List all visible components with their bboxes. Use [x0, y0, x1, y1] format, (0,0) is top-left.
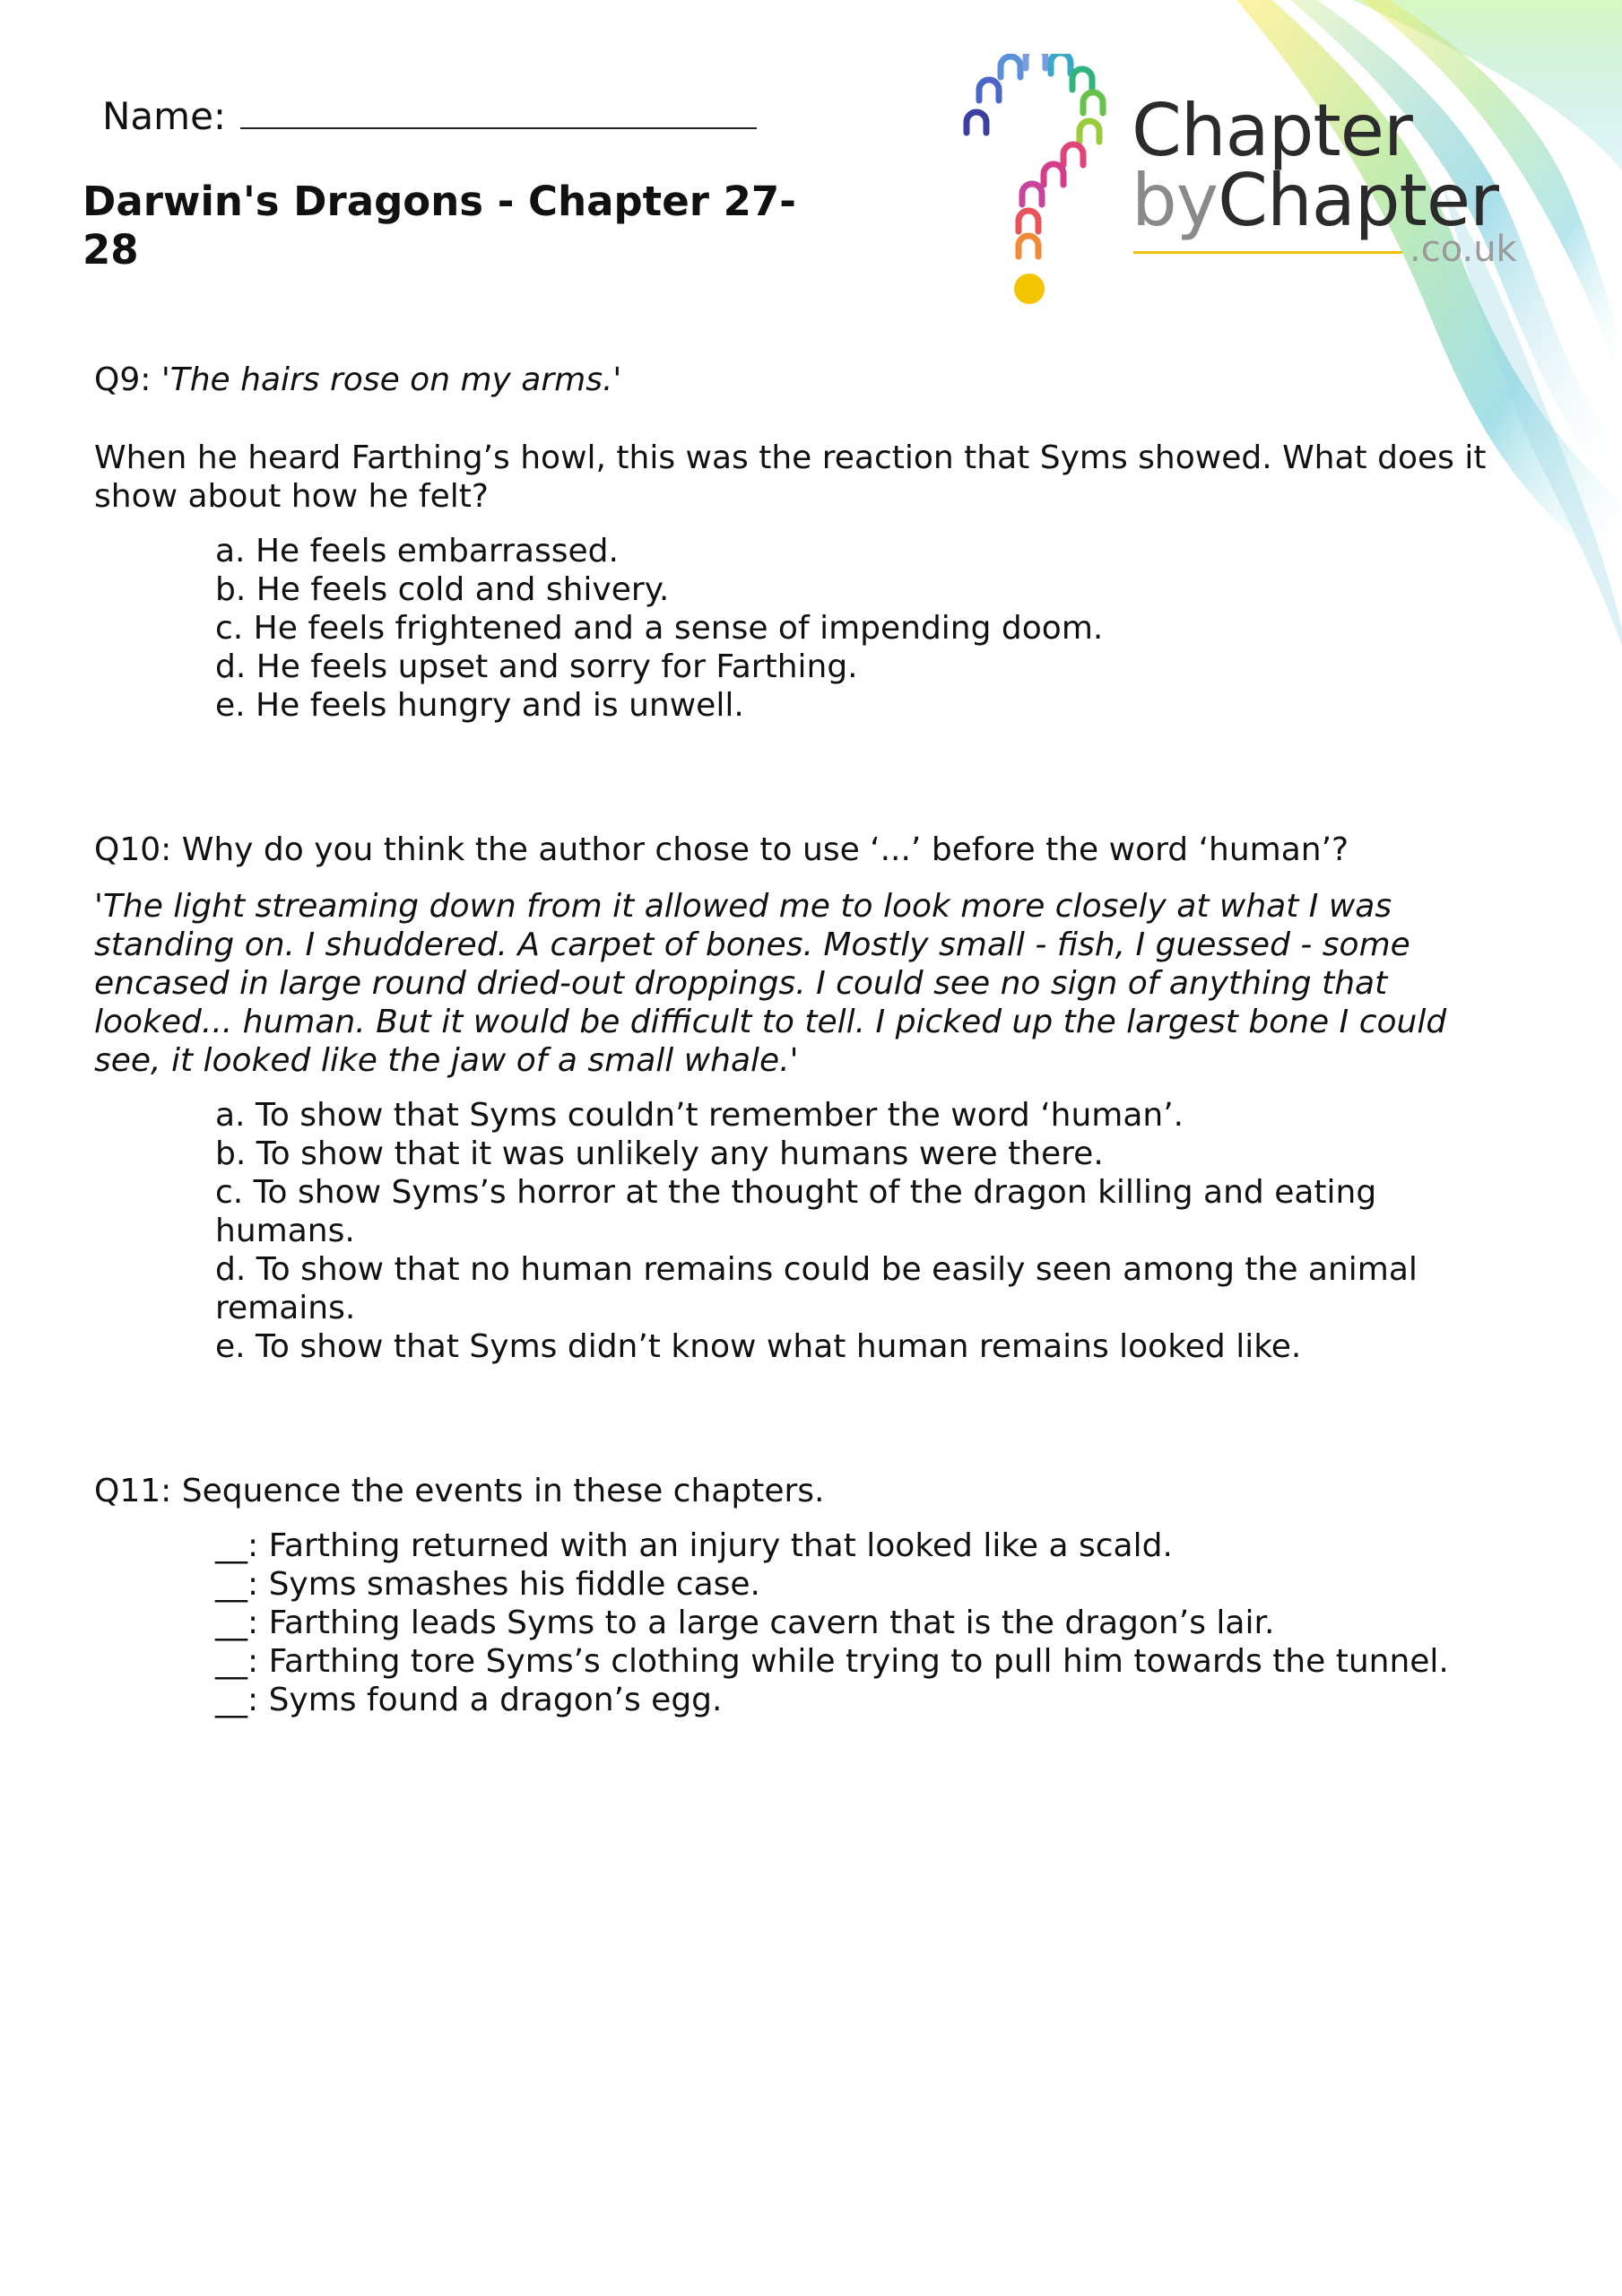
logo-domain-suffix: .co.uk: [1409, 229, 1517, 270]
q10-option-b[interactable]: b. To show that it was unlikely any humans were there.: [215, 1135, 1104, 1172]
q9-option-d[interactable]: d. He feels upset and sorry for Farthing.: [215, 648, 858, 685]
q11-prompt: Q11: Sequence the events in these chapters.: [94, 1473, 825, 1509]
name-label: Name:: [102, 94, 227, 138]
logo-word-by: by: [1132, 159, 1219, 242]
q11-events: [94, 1526, 1506, 1719]
worksheet-title: Darwin's Dragons - Chapter 27-28: [82, 178, 796, 274]
question-q11: [94, 1472, 1529, 1719]
q10-prompt: Q10: Why do you think the author chose to use ‘...’ before the word ‘human’?: [94, 831, 1349, 868]
q10-option-a[interactable]: a. To show that Syms couldn’t remember the word ‘human’.: [215, 1097, 1184, 1134]
chapter-by-chapter-logo: [1132, 90, 1544, 278]
name-field-row: [102, 91, 757, 142]
worksheet-content: [94, 361, 1529, 1719]
q11-event-3[interactable]: __: Farthing leads Syms to a large cavern that is the dragon’s lair.: [215, 1605, 1275, 1641]
q9-option-a[interactable]: a. He feels embarrassed.: [215, 533, 619, 570]
q9-quote: 'The hairs rose on my arms.': [160, 361, 622, 398]
name-blank-line[interactable]: [240, 91, 757, 129]
q10-options: [94, 1096, 1506, 1366]
q10-option-e[interactable]: e. To show that Syms didn’t know what human remains looked like.: [215, 1328, 1302, 1365]
q10-option-c[interactable]: c. To show Syms’s horror at the thought of the dragon killing and eating humans.: [215, 1174, 1377, 1249]
logo-word-chapter-2: Chapter: [1218, 159, 1498, 242]
q9-prompt: When he heard Farthing’s howl, this was the reaction that Syms showed. What does it show about how he felt?: [94, 439, 1487, 515]
q11-event-1[interactable]: __: Farthing returned with an injury that looked like a scald.: [215, 1527, 1173, 1564]
logo-word-bychapter: [1132, 159, 1498, 242]
q11-event-4[interactable]: __: Farthing tore Syms’s clothing while trying to pull him towards the tunnel.: [215, 1643, 1449, 1680]
q10-option-d[interactable]: d. To show that no human remains could be easily seen among the animal remains.: [215, 1251, 1418, 1326]
q9-option-c[interactable]: c. He feels frightened and a sense of impending doom.: [215, 610, 1104, 647]
q9-option-b[interactable]: b. He feels cold and shivery.: [215, 571, 670, 608]
q11-event-5[interactable]: __: Syms found a dragon’s egg.: [215, 1682, 723, 1718]
q9-options: [94, 532, 1506, 725]
q10-passage: 'The light streaming down from it allowed me to look more closely at what I was standing on. I shuddered. A carpet of bones. Mostly small - fish, I guessed - some encased in large round dried-out droppings. I could see no sign of anything that looked... human. But it would be difficult to tell. I picked up the largest bone I could see, it looked like the jaw of a small whale.': [94, 888, 1447, 1079]
logo-question-mark-icon: [959, 54, 1121, 314]
question-q10: [94, 831, 1529, 1366]
q9-option-e[interactable]: e. He feels hungry and is unwell.: [215, 687, 744, 724]
q9-label: Q9:: [94, 361, 152, 398]
logo-rule: [1133, 251, 1402, 254]
q9-heading: [94, 361, 1529, 399]
question-q9: [94, 361, 1529, 725]
logo-word-chapter: Chapter: [1132, 89, 1412, 172]
q11-event-2[interactable]: __: Syms smashes his fiddle case.: [215, 1566, 760, 1603]
